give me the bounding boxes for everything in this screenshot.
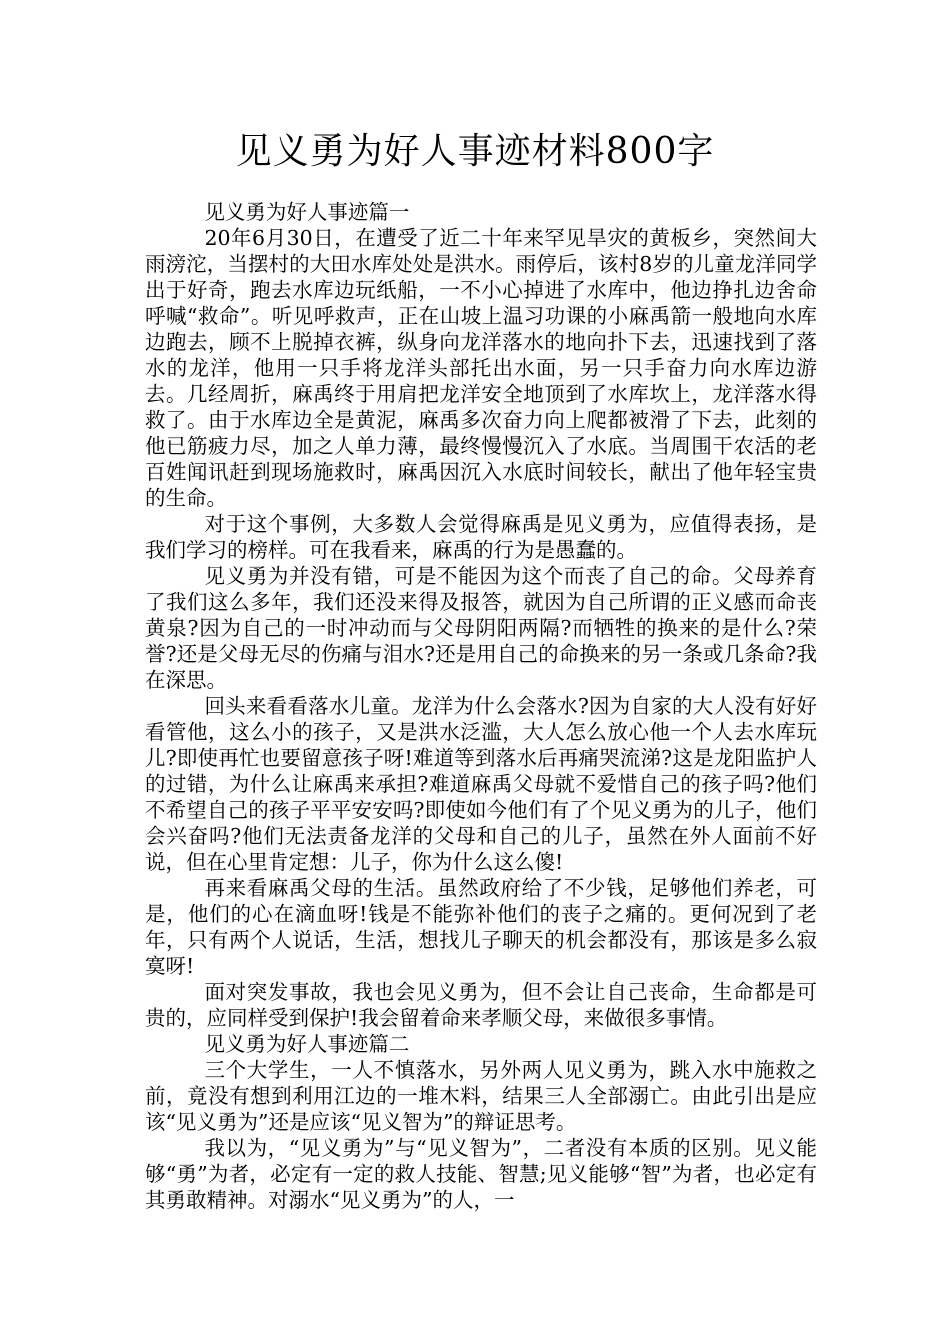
paragraph: 见义勇为并没有错，可是不能因为这个而丧了自己的命。父母养育了我们这么多年，我们还没来得及报答，就因为自己所谓的正义感而命丧黄泉?因为自己的一时冲动而与父母阴阳两隔?而牺牲的换来的是什么?荣誉?还是父母无尽的伤痛与泪水?还是用自己的命换来的另一条或几条命?我在深思。 [145, 564, 817, 692]
section-heading: 见义勇为好人事迹篇二 [204, 1032, 410, 1056]
paragraph: 面对突发事故，我也会见义勇为，但不会让自己丧命，生命都是可贵的，应同样受到保护!我会留着命来孝顺父母，来做很多事情。 [145, 980, 817, 1030]
paragraph: 20年6月30日，在遭受了近二十年来罕见旱灾的黄板乡，突然间大雨滂沱，当摆村的大田水库处处是洪水。雨停后，该村8岁的儿童龙洋同学出于好奇，跑去水库边玩纸船，一不小心掉进了水库中，他边挣扎边舍命呼喊“救命”。听见呼救声，正在山坡上温习功课的小麻禹箭一般地向水库边跑去，顾不上脱掉衣裤，纵身向龙洋落水的地向扑下去，迅速找到了落水的龙洋，他用一只手将龙洋头部托出水面，另一只手奋力向水库边游去。几经周折，麻禹终于用肩把龙洋安全地顶到了水库坎上，龙洋落水得救了。由于水库边全是黄泥，麻禹多次奋力向上爬都被滑了下去，此刻的他已筋疲力尽，加之人单力薄，最终慢慢沉入了水底。当周围干农活的老百姓闻讯赶到现场施救时，麻禹因沉入水底时间较长，献出了他年轻宝贵的生命。 [145, 226, 817, 510]
document-title: 见义勇为好人事迹材料800字 [235, 131, 715, 172]
paragraph: 三个大学生，一人不慎落水，另外两人见义勇为，跳入水中施救之前，竟没有想到利用江边的一堆木料，结果三人全部溺亡。由此引出是应该“见义勇为”还是应该“见义智为”的辩证思考。 [145, 1058, 817, 1134]
paragraph: 对于这个事例，大多数人会觉得麻禹是见义勇为，应值得表扬，是我们学习的榜样。可在我看来，麻禹的行为是愚蠢的。 [145, 512, 817, 562]
paragraph: 回头来看看落水儿童。龙洋为什么会落水?因为自家的大人没有好好看管他，这么小的孩子，又是洪水泛滥，大人怎么放心他一个人去水库玩儿?即使再忙也要留意孩子呀!难道等到落水后再痛哭流涕?这是龙阳监护人的过错，为什么让麻禹来承担?难道麻禹父母就不爱惜自己的孩子吗?他们不希望自己的孩子平平安安吗?即使如今他们有了个见义勇为的儿子，他们会兴奋吗?他们无法责备龙洋的父母和自己的儿子，虽然在外人面前不好说，但在心里肯定想：儿子，你为什么这么傻! [145, 694, 817, 874]
paragraph: 我以为，“见义勇为”与“见义智为”，二者没有本质的区别。见义能够“勇”为者，必定有一定的救人技能、智慧;见义能够“智”为者，也必定有其勇敢精神。对溺水“见义勇为”的人，一 [145, 1136, 817, 1212]
paragraph: 再来看麻禹父母的生活。虽然政府给了不少钱，足够他们养老，可是，他们的心在滴血呀!钱是不能弥补他们的丧子之痛的。更何况到了老年，只有两个人说话，生活，想找儿子聊天的机会都没有，那该是多么寂寞呀! [145, 876, 817, 978]
document-body [145, 199, 817, 1213]
section-heading: 见义勇为好人事迹篇一 [204, 200, 410, 224]
